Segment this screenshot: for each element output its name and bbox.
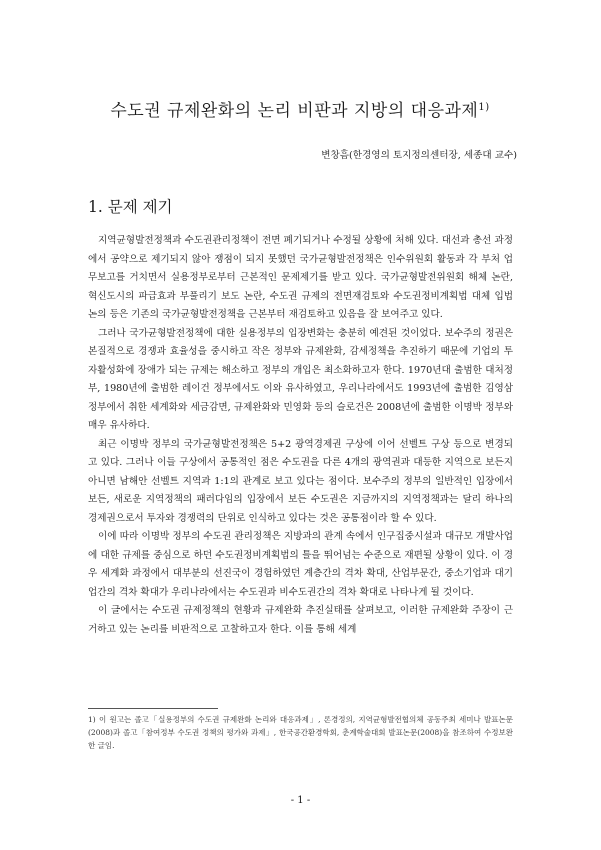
paragraph-5: 이 글에서는 수도권 규제정책의 현황과 규제완화 추진실태를 살펴보고, 이러한 규제완화 주장이 근거하고 있는 논리를 비판적으로 고찰하고자 한다. 이를 통해 세계 xyxy=(88,605,513,635)
paragraph-4: 이에 따라 이명박 정부의 수도권 관리정책은 지방과의 관계 속에서 인구집중시설과 대규모 개발사업에 대한 규제를 중심으로 하던 수도권정비계획법의 틀을 뛰어넘는 수준으로 재편될 상황이 있다. 이 경우 세계화 과정에서 대부분의 선진국이 경험하였던 계층간의 격차 확대, 산업부문간, 중소기업과 대기업간의 격차 확대가 우리나라에서는 수도권과 비수도권간의 격차 확대로 나타나게 될 것이다. xyxy=(88,531,513,598)
document-title xyxy=(60,96,540,121)
section-heading: 1. 문제 제기 xyxy=(88,198,173,216)
paragraph-3: 최근 이명박 정부의 국가균형발전정책은 5+2 광역경제권 구상에 이어 선벨트 구상 등으로 변경되고 있다. 그러나 이들 구상에서 공통적인 점은 수도권을 다른 4개의 광역권과 대등한 지역으로 보든지 아니면 남해안 선벨트 지역과 1:1의 관계로 보고 있다는 점이다. 보수주의 정부의 일반적인 입장에서 보든, 새로운 지역정책의 패러다임의 입장에서 보든 수도권은 지금까지의 지역정책과는 달리 하나의 경제권으로서 투자와 경쟁력의 단위로 인식하고 있다는 것은 공통점이라 할 수 있다. xyxy=(88,438,513,524)
title-text: 수도권 규제완화의 논리 비판과 지방의 대응과제 xyxy=(110,101,479,121)
footnote-divider xyxy=(88,708,218,709)
title-footnote-mark[interactable]: 1) xyxy=(478,102,490,113)
author-line: 변창흠(한경영의 토지정의센터장, 세종대 교수) xyxy=(321,150,517,161)
page-number: - 1 - xyxy=(290,795,311,806)
footnote: 1) 이 원고는 졸고「실용정부의 수도권 규제완화 논리와 대응과제」, 론경정의, 지역균형발전협의체 공동주최 세미나 발표논문(2008)과 졸고「참여정부 수도권 정책의 평가와 과제」, 한국공간환경학회, 춘계학술대회 발표논문(2008)을 참조하여 수정보완한 글임. xyxy=(88,715,513,750)
paragraph-2: 그러나 국가균형발전정책에 대한 실용정부의 입장변화는 충분히 예견된 것이었다. 보수주의 정권은 본질적으로 경쟁과 효율성을 중시하고 작은 정부와 규제완화, 감세정책을 추진하기 때문에 기업의 투자활성화에 장애가 되는 규제는 해소하고 정부의 개입은 최소화하고자 한다. 1970년대 출범한 대처정부, 1980년에 출범한 레이건 정부에서도 이와 유사하였고, 우리나라에서도 1993년에 출범한 김영삼 정부에서 취한 세계화와 세금감면, 규제완화와 민영화 등의 슬로건은 2008년에 출범한 이명박 정부와 매우 유사하다. xyxy=(88,327,513,431)
paragraph-1: 지역균형발전정책과 수도권관리정책이 전면 폐기되거나 수정될 상황에 처해 있다. 대선과 총선 과정에서 공약으로 제기되지 않아 쟁점이 되지 못했던 국가균형발전정책은 인수위원회 활동과 각 부처 업무보고를 거치면서 실용정부로부터 근본적인 문제제기를 받고 있다. 국가균형발전위원회 해체 논란, 혁신도시의 파급효과 부풀리기 보도 논란, 수도권 규제의 전면재검토와 수도권정비계획법 대체 입법 논의 등은 기존의 국가균형발전정책을 근본부터 재검토하고 있음을 잘 보여주고 있다. xyxy=(88,235,513,320)
body-text xyxy=(88,232,513,639)
